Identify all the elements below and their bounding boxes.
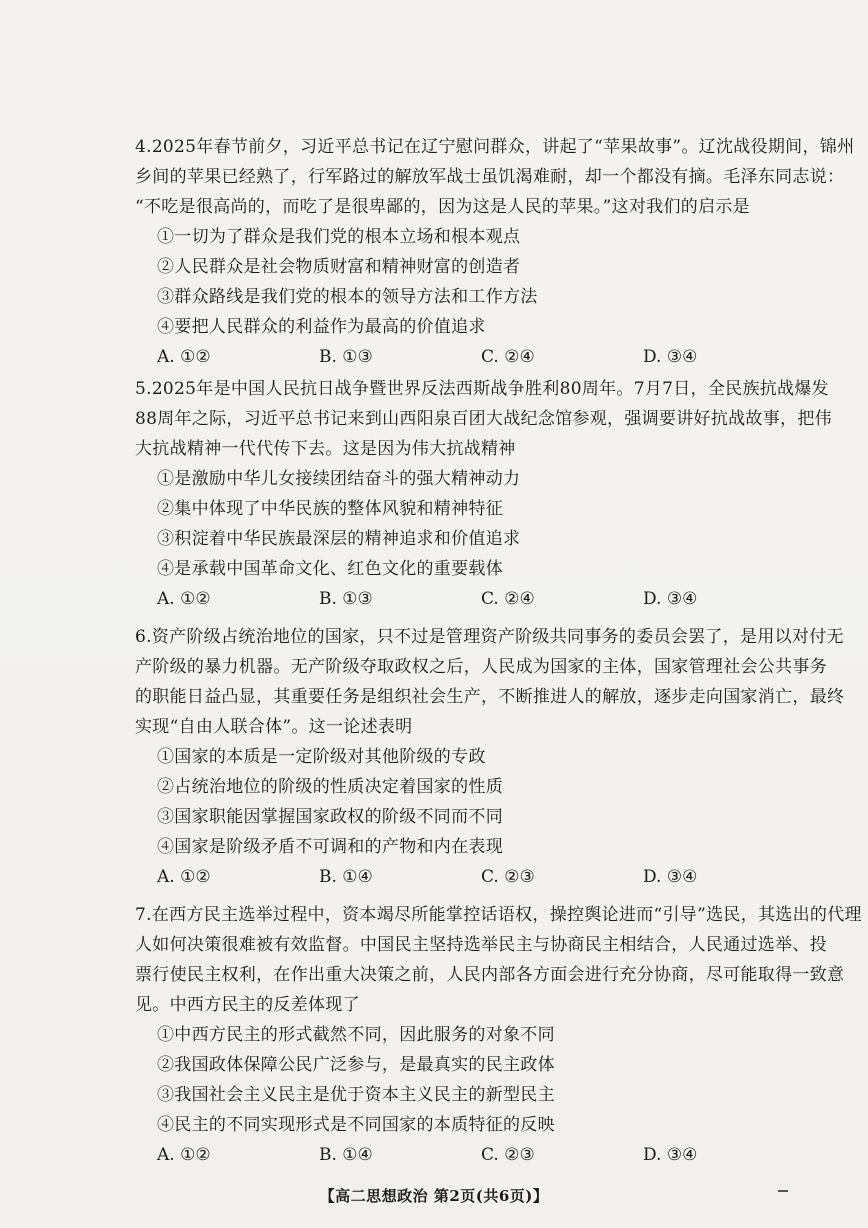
statement-option: ②我国政体保障公民广泛参与，是最真实的民主政体: [157, 1055, 555, 1075]
statement-option: ③积淀着中华民族最深层的精神追求和价值追求: [157, 529, 521, 549]
choice-d: D. ③④: [643, 867, 698, 887]
statement-option: ①国家的本质是一定阶级对其他阶级的专政: [157, 747, 486, 767]
statement-option: ①中西方民主的形式截然不同，因此服务的对象不同: [157, 1025, 555, 1045]
statement-option: ②人民群众是社会物质财富和精神财富的创造者: [157, 257, 521, 277]
choice-b: B. ①④: [319, 867, 373, 887]
question-5: [135, 374, 835, 614]
question-stem-line: 7.在西方民主选举过程中，资本竭尽所能掌控话语权，操控舆论进而“引导”选民，其选出的代理: [135, 905, 862, 925]
statement-option: ③群众路线是我们党的根本的领导方法和工作方法: [157, 287, 538, 307]
divider: [778, 1190, 788, 1192]
statement-option: ④国家是阶级矛盾不可调和的产物和内在表现: [157, 837, 503, 857]
question-stem-line: “不吃是很高尚的，而吃了是很卑鄙的，因为这是人民的苹果。”这对我们的启示是: [135, 197, 750, 217]
question-stem-line: 票行使民主权利，在作出重大决策之前，人民内部各方面会进行充分协商，尽可能取得一致意: [135, 965, 845, 985]
question-stem-line: 5.2025年是中国人民抗日战争暨世界反法西斯战争胜利80周年。7月7日，全民族抗战爆发: [135, 379, 829, 399]
question-stem-line: 人如何决策很难被有效监督。中国民主坚持选举民主与协商民主相结合，人民通过选举、投: [135, 935, 827, 955]
choice-d: D. ③④: [643, 347, 698, 367]
choice-b: B. ①③: [319, 589, 373, 609]
statement-option: ②集中体现了中华民族的整体风貌和精神特征: [157, 499, 503, 519]
choice-c: C. ②④: [481, 589, 535, 609]
choice-c: C. ②③: [481, 867, 535, 887]
choice-d: D. ③④: [643, 589, 698, 609]
question-stem-line: 4.2025年春节前夕，习近平总书记在辽宁慰问群众，讲起了“苹果故事”。辽沈战役期间，锦州: [135, 137, 855, 157]
choice-b: B. ①④: [319, 1145, 373, 1165]
choice-c: C. ②④: [481, 347, 535, 367]
question-stem-line: 实现“自由人联合体”。这一论述表明: [135, 717, 413, 737]
question-6: [135, 622, 845, 892]
statement-option: ①一切为了群众是我们党的根本立场和根本观点: [157, 227, 521, 247]
question-stem-line: 产阶级的暴力机器。无产阶级夺取政权之后，人民成为国家的主体，国家管理社会公共事务: [135, 657, 827, 677]
answer-choices: [135, 1140, 835, 1170]
question-4: [135, 132, 855, 372]
statement-option: ④民主的不同实现形式是不同国家的本质特征的反映: [157, 1115, 555, 1135]
answer-choices: [135, 584, 835, 614]
statement-option: ④要把人民群众的利益作为最高的价值追求: [157, 317, 486, 337]
choice-a: A. ①②: [157, 347, 211, 367]
choice-a: A. ①②: [157, 1145, 211, 1165]
question-stem-line: 6.资产阶级占统治地位的国家，只不过是管理资产阶级共同事务的委员会罢了，是用以对付无: [135, 627, 844, 647]
answer-choices: [135, 342, 835, 372]
statement-option: ④是承载中国革命文化、红色文化的重要载体: [157, 559, 503, 579]
question-stem-line: 的职能日益凸显，其重要任务是组织社会生产，不断推进人的解放，逐步走向国家消亡，最终: [135, 687, 845, 707]
statement-option: ②占统治地位的阶级的性质决定着国家的性质: [157, 777, 503, 797]
page-footer: 【高二思想政治 第2页(共6页)】: [319, 1187, 549, 1205]
question-stem-line: 乡间的苹果已经熟了，行军路过的解放军战士虽饥渴难耐，却一个都没有摘。毛泽东同志说：: [135, 167, 845, 187]
choice-d: D. ③④: [643, 1145, 698, 1165]
question-7: [135, 900, 862, 1170]
choice-a: A. ①②: [157, 867, 211, 887]
question-stem-line: 大抗战精神一代代传下去。这是因为伟大抗战精神: [135, 439, 516, 459]
answer-choices: [135, 862, 835, 892]
statement-option: ③我国社会主义民主是优于资本主义民主的新型民主: [157, 1085, 555, 1105]
statement-option: ③国家职能因掌握国家政权的阶级不同而不同: [157, 807, 503, 827]
choice-b: B. ①③: [319, 347, 373, 367]
choice-a: A. ①②: [157, 589, 211, 609]
choice-c: C. ②③: [481, 1145, 535, 1165]
statement-option: ①是激励中华儿女接续团结奋斗的强大精神动力: [157, 469, 521, 489]
question-stem-line: 88周年之际，习近平总书记来到山西阳泉百团大战纪念馆参观，强调要讲好抗战故事，把伟: [135, 409, 832, 429]
question-stem-line: 见。中西方民主的反差体现了: [135, 995, 360, 1015]
